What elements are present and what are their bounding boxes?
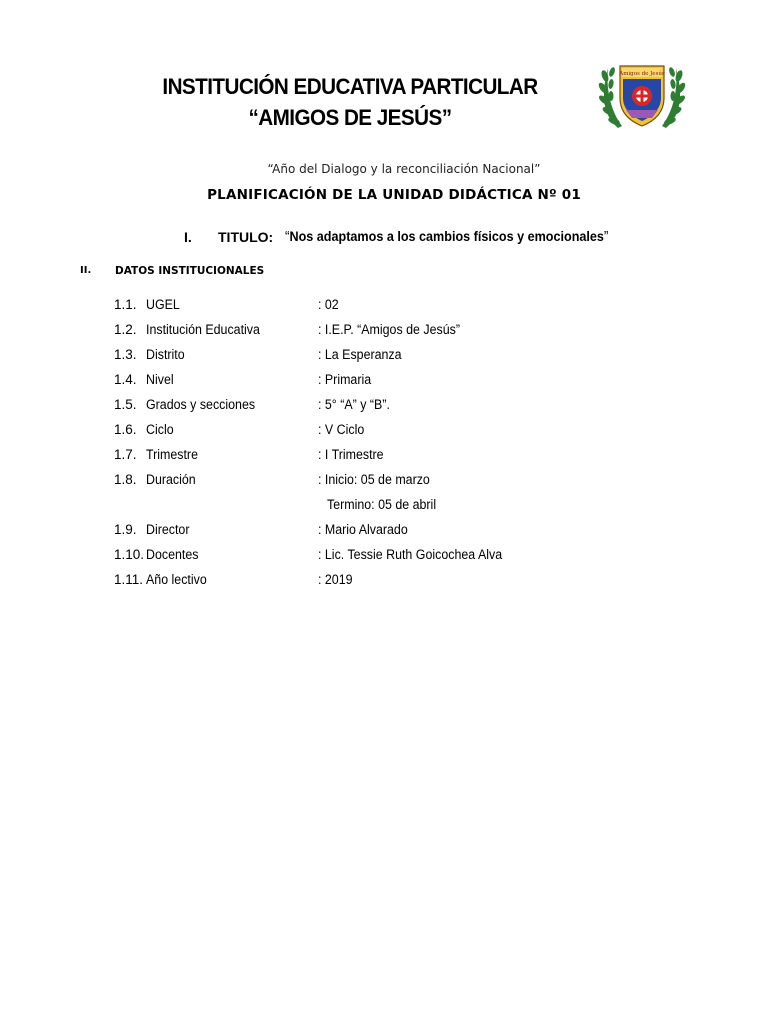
item-value: : 2019 [318, 572, 353, 587]
item-label: Año lectivo [146, 572, 207, 587]
svg-text:Amigos de Jesús: Amigos de Jesús [619, 71, 665, 77]
data-row-institucion [0, 322, 768, 342]
data-row-trimestre [0, 447, 768, 467]
school-name-line-2: “AMIGOS DE JESÚS” [248, 105, 452, 130]
data-row-director [0, 522, 768, 542]
school-name-line-1: INSTITUCIÓN EDUCATIVA PARTICULAR [162, 74, 538, 99]
item-number: 1.2. [114, 322, 137, 337]
item-number: 1.1. [114, 297, 137, 312]
item-number: 1.7. [114, 447, 137, 462]
school-emblem-icon [596, 58, 688, 132]
data-row-docentes [0, 547, 768, 567]
item-value: : V Ciclo [318, 422, 365, 437]
item-value: : La Esperanza [318, 347, 402, 362]
data-row-ciclo [0, 422, 768, 442]
section-2-number: II. [80, 265, 92, 276]
item-value: : Primaria [318, 372, 372, 387]
section-1-label: TITULO: [218, 229, 274, 245]
data-row-ugel [0, 297, 768, 317]
close-quote: ” [603, 228, 609, 245]
item-number: 1.11. [114, 572, 144, 587]
item-number: 1.3. [114, 347, 137, 362]
data-row-ano-lectivo [0, 572, 768, 592]
item-value: : Lic. Tessie Ruth Goicochea Alva [318, 547, 503, 562]
year-motto: “Año del Dialogo y la reconciliación Nacional” [267, 162, 541, 176]
item-value: Termino: 05 de abril [327, 497, 437, 512]
data-row-duracion-end [0, 497, 768, 517]
data-row-grados [0, 397, 768, 417]
item-label: Grados y secciones [146, 397, 256, 412]
item-number: 1.4. [114, 372, 137, 387]
item-label: UGEL [146, 297, 180, 312]
item-number: 1.5. [114, 397, 137, 412]
item-number: 1.6. [114, 422, 137, 437]
item-label: Trimestre [146, 447, 198, 462]
item-label: Ciclo [146, 422, 174, 437]
item-label: Nivel [146, 372, 174, 387]
item-number: 1.8. [114, 472, 137, 487]
section-1-number: I. [184, 229, 192, 245]
item-value: : Inicio: 05 de marzo [318, 472, 430, 487]
section-1-value [285, 228, 608, 245]
item-number: 1.9. [114, 522, 137, 537]
unit-title: PLANIFICACIÓN DE LA UNIDAD DIDÁCTICA Nº 01 [207, 187, 581, 203]
item-label: Docentes [146, 547, 199, 562]
item-value: : Mario Alvarado [318, 522, 408, 537]
item-label: Institución Educativa [146, 322, 260, 337]
data-row-nivel [0, 372, 768, 392]
item-value: : I Trimestre [318, 447, 384, 462]
item-value: : I.E.P. “Amigos de Jesús” [318, 322, 460, 337]
data-row-duracion [0, 472, 768, 492]
item-label: Duración [146, 472, 196, 487]
item-value: : 02 [318, 297, 339, 312]
item-label: Director [146, 522, 190, 537]
item-number: 1.10. [114, 547, 145, 562]
item-value: : 5° “A” y “B”. [318, 397, 390, 412]
unit-title-value: Nos adaptamos a los cambios físicos y emocionales [289, 228, 604, 244]
data-row-distrito [0, 347, 768, 367]
section-2-label: DATOS INSTITUCIONALES [115, 265, 265, 277]
open-quote: “ [285, 228, 290, 245]
item-label: Distrito [146, 347, 185, 362]
